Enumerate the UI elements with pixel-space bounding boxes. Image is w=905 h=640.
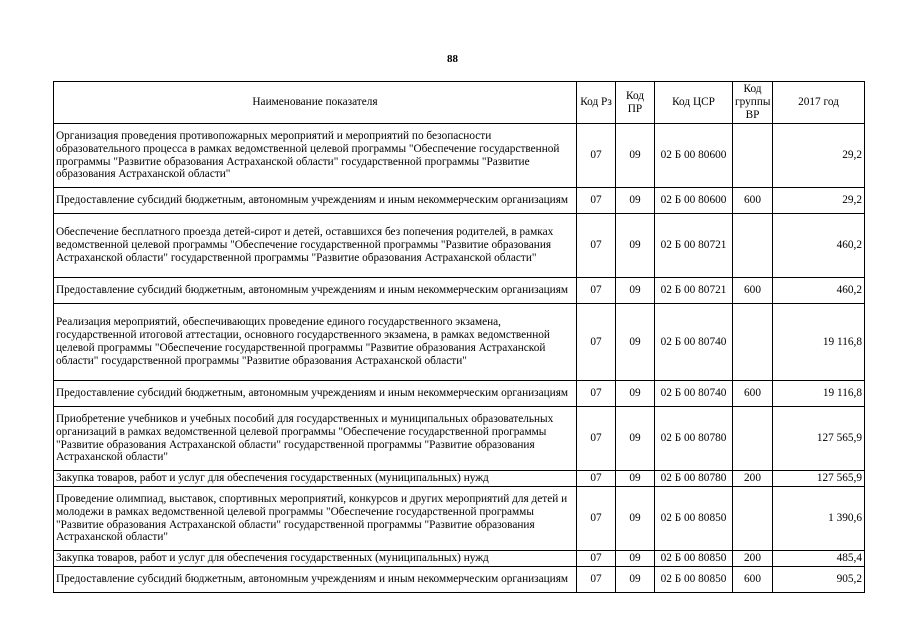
row-amount: 460,2 [773, 278, 865, 304]
header-csr: Код ЦСР [655, 82, 733, 124]
row-amount: 127 565,9 [773, 407, 865, 471]
row-vr: 200 [733, 551, 773, 567]
row-rz: 07 [577, 471, 616, 487]
row-csr: 02 Б 00 80721 [655, 214, 733, 278]
row-rz: 07 [577, 214, 616, 278]
row-amount: 127 565,9 [773, 471, 865, 487]
row-vr: 600 [733, 278, 773, 304]
row-amount: 29,2 [773, 124, 865, 188]
header-year: 2017 год [773, 82, 865, 124]
row-vr [733, 124, 773, 188]
row-pr: 09 [616, 407, 655, 471]
row-name: Организация проведения противопожарных мероприятий и мероприятий по безопасности образовательного процесса в рамках ведомственной целевой программы "Обеспечение государственной программы "Развитие образования Астраханской области" государственной программы "Развитие образования Астраханской области" [54, 124, 577, 188]
page-number: 88 [447, 53, 458, 65]
row-vr: 200 [733, 471, 773, 487]
row-rz: 07 [577, 188, 616, 214]
row-vr [733, 487, 773, 551]
row-vr: 600 [733, 188, 773, 214]
row-rz: 07 [577, 304, 616, 381]
row-csr: 02 Б 00 80600 [655, 124, 733, 188]
row-name: Предоставление субсидий бюджетным, автономным учреждениям и иным некоммерческим организациям [54, 567, 577, 593]
row-csr: 02 Б 00 80850 [655, 487, 733, 551]
row-amount: 19 116,8 [773, 381, 865, 407]
table-row [54, 381, 865, 407]
row-pr: 09 [616, 124, 655, 188]
table-row [54, 278, 865, 304]
row-csr: 02 Б 00 80600 [655, 188, 733, 214]
row-vr [733, 304, 773, 381]
row-amount: 1 390,6 [773, 487, 865, 551]
row-pr: 09 [616, 188, 655, 214]
row-rz: 07 [577, 278, 616, 304]
row-name: Предоставление субсидий бюджетным, автономным учреждениям и иным некоммерческим организациям [54, 381, 577, 407]
row-pr: 09 [616, 487, 655, 551]
row-name: Реализация мероприятий, обеспечивающих проведение единого государственного экзамена, государственной итоговой аттестации, основного государственного экзамена, в рамках ведомственной целевой программы "Обеспечение государственной программы "Развитие образования Астраханской области" государственной программы "Развитие образования Астраханской области" [54, 304, 577, 381]
row-pr: 09 [616, 551, 655, 567]
header-rz: Код Рз [577, 82, 616, 124]
row-csr: 02 Б 00 80780 [655, 407, 733, 471]
row-csr: 02 Б 00 80740 [655, 304, 733, 381]
row-rz: 07 [577, 407, 616, 471]
row-amount: 485,4 [773, 551, 865, 567]
row-rz: 07 [577, 487, 616, 551]
row-vr: 600 [733, 567, 773, 593]
row-rz: 07 [577, 124, 616, 188]
row-pr: 09 [616, 304, 655, 381]
row-amount: 905,2 [773, 567, 865, 593]
table-row [54, 407, 865, 471]
row-vr [733, 214, 773, 278]
row-pr: 09 [616, 471, 655, 487]
table-header-row [54, 82, 865, 124]
table-row [54, 188, 865, 214]
row-pr: 09 [616, 278, 655, 304]
row-csr: 02 Б 00 80850 [655, 551, 733, 567]
table-row [54, 214, 865, 278]
row-name: Предоставление субсидий бюджетным, автономным учреждениям и иным некоммерческим организациям [54, 188, 577, 214]
table-row [54, 551, 865, 567]
header-name: Наименование показателя [54, 82, 577, 124]
table-row [54, 304, 865, 381]
row-name: Проведение олимпиад, выставок, спортивных мероприятий, конкурсов и других мероприятий для детей и молодежи в рамках ведомственной целевой программы "Обеспечение государственной программы "Развитие образования Астраханской области" государственной программы "Развитие образования Астраханской области" [54, 487, 577, 551]
row-rz: 07 [577, 567, 616, 593]
header-pr: Код ПР [616, 82, 655, 124]
row-amount: 19 116,8 [773, 304, 865, 381]
budget-table [53, 81, 865, 593]
row-pr: 09 [616, 567, 655, 593]
row-amount: 460,2 [773, 214, 865, 278]
table-row [54, 567, 865, 593]
row-name: Приобретение учебников и учебных пособий для государственных и муниципальных образовательных организаций в рамках ведомственной целевой программы "Обеспечение государственной программы "Развитие образования Астраханской области" государственной программы "Развитие образования Астраханской области" [54, 407, 577, 471]
table-row [54, 471, 865, 487]
row-rz: 07 [577, 551, 616, 567]
row-csr: 02 Б 00 80721 [655, 278, 733, 304]
table-row [54, 487, 865, 551]
row-csr: 02 Б 00 80850 [655, 567, 733, 593]
row-csr: 02 Б 00 80740 [655, 381, 733, 407]
row-vr: 600 [733, 381, 773, 407]
row-name: Обеспечение бесплатного проезда детей-сирот и детей, оставшихся без попечения родителей, в рамках ведомственной целевой программы "Обеспечение государственной программы "Развитие образования Астраханской области" государственной программы "Развитие образования Астраханской области" [54, 214, 577, 278]
row-name: Предоставление субсидий бюджетным, автономным учреждениям и иным некоммерческим организациям [54, 278, 577, 304]
row-name: Закупка товаров, работ и услуг для обеспечения государственных (муниципальных) нужд [54, 471, 577, 487]
row-pr: 09 [616, 214, 655, 278]
row-rz: 07 [577, 381, 616, 407]
row-amount: 29,2 [773, 188, 865, 214]
table-row [54, 124, 865, 188]
row-vr [733, 407, 773, 471]
header-vr: Код группы ВР [733, 82, 773, 124]
row-name: Закупка товаров, работ и услуг для обеспечения государственных (муниципальных) нужд [54, 551, 577, 567]
row-csr: 02 Б 00 80780 [655, 471, 733, 487]
row-pr: 09 [616, 381, 655, 407]
